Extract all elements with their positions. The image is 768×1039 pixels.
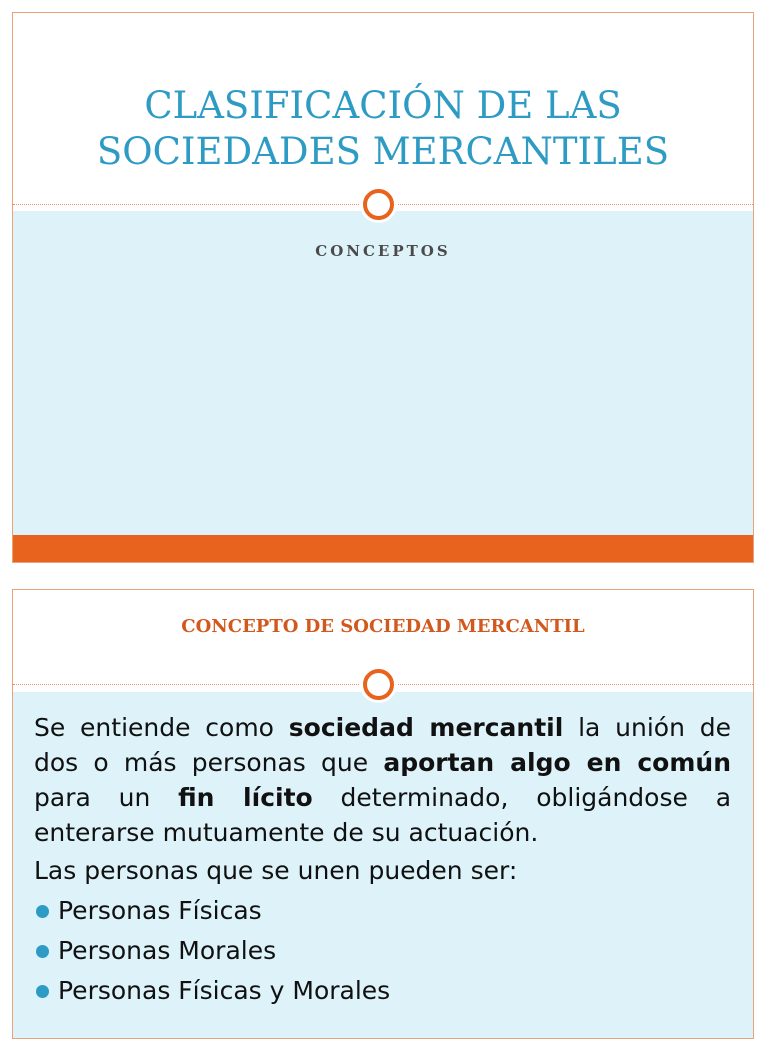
list-item-label: Personas Físicas y Morales — [58, 976, 391, 1005]
slide-1-subtitle: CONCEPTOS — [315, 242, 451, 260]
definition-text-1: Se entiende como — [34, 713, 289, 742]
bullet-dot-icon — [36, 945, 49, 958]
slide-2-ring-ornament — [363, 669, 394, 700]
slide-2-content — [34, 710, 731, 1011]
slide-2-title: CONCEPTO DE SOCIEDAD MERCANTIL — [181, 616, 585, 637]
slide-1-title-area — [13, 13, 753, 204]
definition-bold-1: sociedad mercantil — [288, 713, 564, 742]
bullet-dot-icon — [36, 905, 49, 918]
list-item-label: Personas Morales — [58, 936, 277, 965]
list-item — [34, 891, 731, 931]
definition-bold-2: aportan algo en común — [383, 748, 731, 777]
definition-bold-3: fin lícito — [178, 783, 313, 812]
bullet-dot-icon — [36, 985, 49, 998]
persons-intro: Las personas que se unen pueden ser: — [34, 856, 518, 885]
slide-2 — [12, 589, 754, 1039]
slide-1 — [12, 12, 754, 563]
slide-1-ring-ornament — [363, 189, 394, 220]
definition-text-3: para un — [34, 783, 179, 812]
list-item — [34, 971, 731, 1011]
definition-text-4: determinado, obligándose a enterarse mutuamente de su actuación. — [34, 783, 732, 847]
definition-paragraph — [34, 710, 731, 850]
persons-list — [34, 891, 731, 1011]
slide-1-title — [13, 83, 753, 175]
slide-1-title-line-1: CLASIFICACIÓN DE LAS — [144, 84, 622, 127]
slide-1-footer-bar — [13, 535, 753, 562]
definition-text-2: la unión de dos o más personas que — [34, 713, 731, 777]
list-item — [34, 931, 731, 971]
list-item-label: Personas Físicas — [58, 896, 262, 925]
slide-1-title-line-2: SOCIEDADES MERCANTILES — [96, 130, 670, 173]
